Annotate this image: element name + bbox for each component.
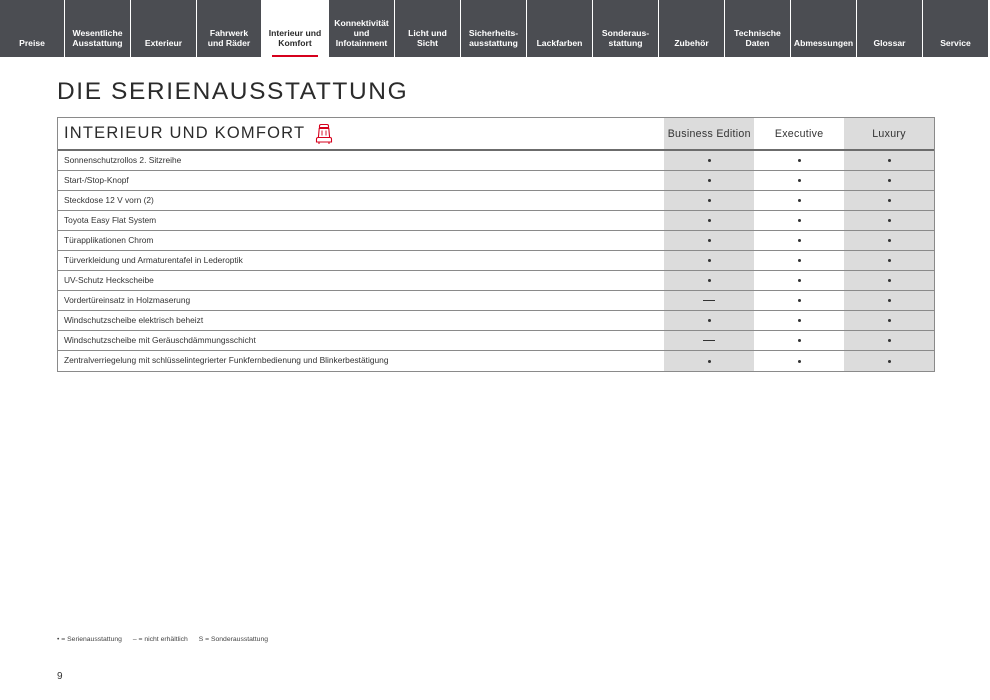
standard-mark [798, 299, 801, 302]
standard-mark [798, 279, 801, 282]
availability-cell [664, 311, 754, 330]
row-label: Steckdose 12 V vorn (2) [64, 195, 154, 205]
row-label: Toyota Easy Flat System [64, 215, 157, 225]
table-row [58, 171, 934, 191]
standard-mark [888, 239, 891, 242]
availability-cell [754, 331, 844, 350]
standard-mark [888, 339, 891, 342]
table-row [58, 291, 934, 311]
table-row [58, 271, 934, 291]
availability-cell [754, 291, 844, 310]
availability-cell [664, 211, 754, 230]
nav-tab-interieur-und-komfort[interactable]: Interieur und Komfort [262, 0, 328, 57]
standard-mark [888, 299, 891, 302]
nav-tab-lackfarben[interactable]: Lackfarben [527, 0, 592, 57]
standard-mark [798, 219, 801, 222]
nav-tab-abmessungen[interactable]: Abmessungen [791, 0, 856, 57]
table-row [58, 351, 934, 371]
standard-mark [888, 199, 891, 202]
availability-cell [754, 171, 844, 190]
standard-mark [888, 319, 891, 322]
availability-cell [844, 231, 934, 250]
legend [57, 636, 277, 643]
nav-tab-sonderaus-stattung[interactable]: Sonderaus- stattung [593, 0, 658, 57]
row-label: Sonnenschutzrollos 2. Sitzreihe [64, 155, 182, 165]
equipment-table [57, 117, 935, 372]
availability-cell [664, 331, 754, 350]
availability-cell [664, 351, 754, 371]
standard-mark [708, 179, 711, 182]
section-title [58, 118, 664, 149]
row-label: Zentralverriegelung mit schlüsselintegrierter Funkfernbedienung und Blinkerbestätigung [64, 355, 389, 365]
table-row [58, 251, 934, 271]
page-number: 9 [57, 671, 63, 682]
availability-cell [754, 151, 844, 170]
availability-cell [844, 291, 934, 310]
seat-icon [315, 123, 333, 145]
table-row [58, 331, 934, 351]
standard-mark [798, 179, 801, 182]
standard-mark [888, 159, 891, 162]
row-label: Start-/Stop-Knopf [64, 175, 129, 185]
standard-mark [888, 360, 891, 363]
availability-cell [754, 231, 844, 250]
nav-tab-glossar[interactable]: Glossar [857, 0, 922, 57]
standard-mark [888, 259, 891, 262]
standard-mark [708, 259, 711, 262]
column-header-executive: Executive [754, 118, 844, 149]
nav-tab-service[interactable]: Service [923, 0, 988, 57]
standard-mark [708, 239, 711, 242]
standard-mark [708, 279, 711, 282]
top-navigation [0, 0, 990, 57]
availability-cell [844, 311, 934, 330]
row-label: Windschutzscheibe elektrisch beheizt [64, 315, 204, 325]
availability-cell [754, 251, 844, 270]
availability-cell [664, 271, 754, 290]
standard-mark [708, 319, 711, 322]
availability-cell [754, 271, 844, 290]
column-header-luxury: Luxury [844, 118, 934, 149]
table-row [58, 231, 934, 251]
nav-tab-sicherheits-ausstattung[interactable]: Sicherheits- ausstattung [461, 0, 526, 57]
availability-cell [664, 251, 754, 270]
standard-mark [798, 319, 801, 322]
availability-cell [844, 351, 934, 371]
legend-optional: S = Sonderausstattung [198, 636, 269, 643]
page-title: DIE SERIENAUSSTATTUNG [57, 78, 409, 105]
standard-mark [888, 279, 891, 282]
row-label: Vordertüreinsatz in Holzmaserung [64, 295, 191, 305]
nav-tab-licht-und-sicht[interactable]: Licht und Sicht [395, 0, 460, 57]
availability-cell [664, 171, 754, 190]
nav-tab-exterieur[interactable]: Exterieur [131, 0, 196, 57]
availability-cell [754, 351, 844, 371]
standard-mark [888, 179, 891, 182]
availability-cell [664, 151, 754, 170]
table-body [58, 151, 934, 371]
table-header [58, 118, 934, 151]
table-row [58, 311, 934, 331]
nav-tab-wesentliche-ausstattung[interactable]: Wesentliche Ausstattung [65, 0, 130, 57]
nav-tab-technische-daten[interactable]: Technische Daten [725, 0, 790, 57]
nav-tab-konnektivität-und-infotainment[interactable]: Konnektivität und Infotainment [329, 0, 394, 57]
table-row [58, 151, 934, 171]
availability-cell [664, 191, 754, 210]
section-title-text: INTERIEUR UND KOMFORT [64, 124, 306, 142]
availability-cell [844, 251, 934, 270]
row-label: Türverkleidung und Armaturentafel in Lederoptik [64, 255, 243, 265]
not-available-mark [703, 340, 715, 341]
row-label: UV-Schutz Heckscheibe [64, 275, 154, 285]
availability-cell [844, 331, 934, 350]
availability-cell [754, 311, 844, 330]
standard-mark [708, 360, 711, 363]
nav-tab-fahrwerk-und-räder[interactable]: Fahrwerk und Räder [197, 0, 261, 57]
nav-tab-preise[interactable]: Preise [0, 0, 64, 57]
availability-cell [754, 191, 844, 210]
not-available-mark [703, 300, 715, 301]
column-header-business-edition: Business Edition [664, 118, 754, 149]
availability-cell [844, 211, 934, 230]
row-label: Türapplikationen Chrom [64, 235, 154, 245]
row-label: Windschutzscheibe mit Geräuschdämmungsschicht [64, 335, 256, 345]
standard-mark [798, 360, 801, 363]
availability-cell [844, 271, 934, 290]
table-row [58, 191, 934, 211]
availability-cell [664, 291, 754, 310]
standard-mark [708, 219, 711, 222]
standard-mark [888, 219, 891, 222]
availability-cell [844, 171, 934, 190]
availability-cell [754, 211, 844, 230]
standard-mark [708, 159, 711, 162]
legend-standard: • = Serienausstattung [57, 636, 122, 643]
availability-cell [844, 191, 934, 210]
standard-mark [798, 199, 801, 202]
standard-mark [798, 239, 801, 242]
availability-cell [664, 231, 754, 250]
nav-tab-zubehör[interactable]: Zubehör [659, 0, 724, 57]
standard-mark [798, 259, 801, 262]
standard-mark [798, 159, 801, 162]
standard-mark [798, 339, 801, 342]
availability-cell [844, 151, 934, 170]
standard-mark [708, 199, 711, 202]
table-row [58, 211, 934, 231]
legend-not-available: – = nicht erhältlich [132, 636, 188, 643]
